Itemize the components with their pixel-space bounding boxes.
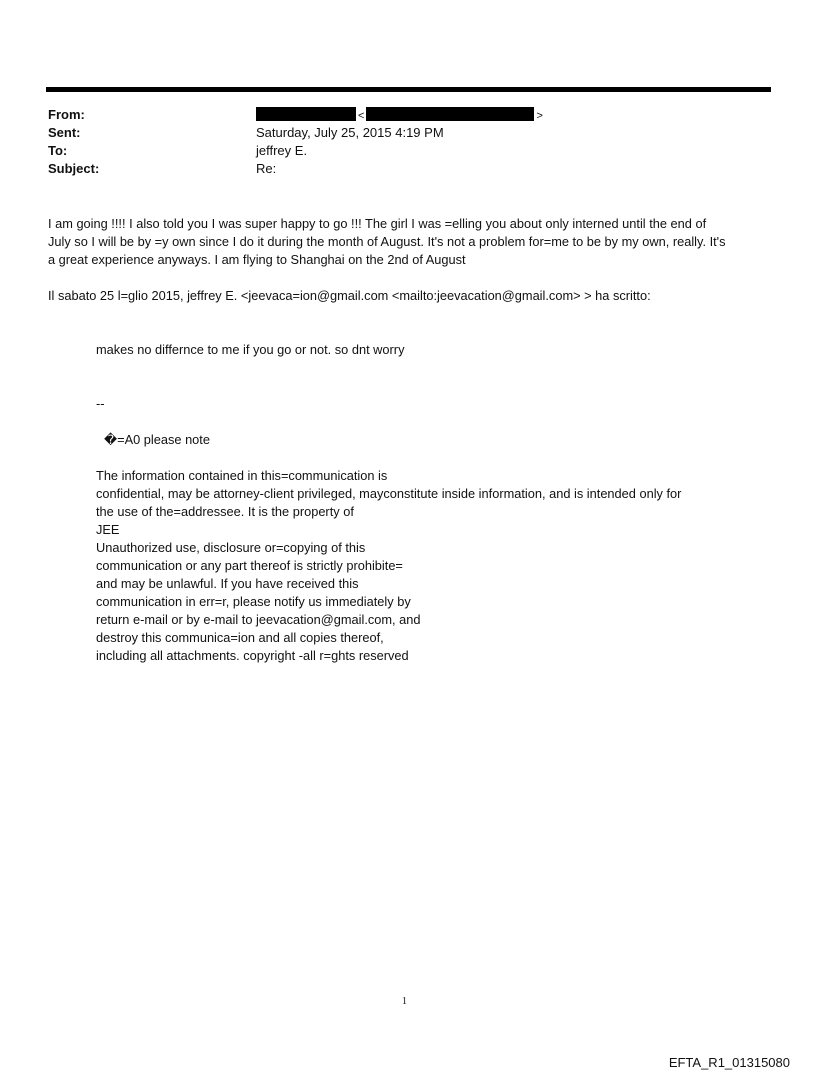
reply-intro: [48, 287, 773, 305]
please-note: [104, 431, 210, 449]
redacted-sender-email: [366, 107, 534, 121]
disclaimer-line: including all attachments. copyright -all r=ghts reserved: [96, 648, 409, 663]
sent-label: Sent:: [48, 125, 81, 140]
disclaimer-line: JEE: [96, 522, 120, 537]
disclaimer-line: and may be unlawful. If you have received this: [96, 576, 359, 591]
reply-intro-text: Il sabato 25 l=glio 2015, jeffrey E. <jeevaca=ion@gmail.com <mailto:jeevacation@gmail.com> > ha scritto:: [48, 288, 651, 303]
quoted-reply: [96, 341, 404, 359]
to-label: To:: [48, 143, 68, 158]
disclaimer-line: destroy this communica=ion and all copies thereof,: [96, 630, 384, 645]
subject-label: Subject:: [48, 161, 100, 176]
from-label: From:: [48, 107, 85, 122]
email-header: [48, 106, 773, 178]
message-line: I am going !!!! I also told you I was super happy to go !!! The girl I was =elling you about only interned until the end of: [48, 216, 707, 231]
quoted-reply-text: makes no differnce to me if you go or not. so dnt worry: [96, 342, 405, 357]
disclaimer-line: return e-mail or by e-mail to jeevacation@gmail.com, and: [96, 612, 421, 627]
signature-separator: [96, 395, 105, 413]
subject-value: Re:: [256, 161, 277, 176]
to-value: jeffrey E.: [256, 143, 308, 158]
from-value: [256, 106, 545, 125]
redacted-sender-name: [256, 107, 356, 121]
message-body: [48, 215, 773, 269]
message-line: a great experience anyways. I am flying to Shanghai on the 2nd of August: [48, 252, 466, 267]
sent-value: Saturday, July 25, 2015 4:19 PM: [256, 125, 444, 140]
message-line: July so I will be by =y own since I do it during the month of August. It's not a problem for=me to be by my own, really. It's: [48, 234, 726, 249]
disclaimer-line: Unauthorized use, disclosure or=copying of this: [96, 540, 366, 555]
please-note-text: �=A0 please note: [104, 432, 210, 447]
header-rule: [46, 87, 771, 92]
page-number: 1: [402, 996, 407, 1007]
document-id: EFTA_R1_01315080: [668, 1055, 790, 1070]
disclaimer-line: confidential, may be attorney-client privileged, mayconstitute inside information, and is intended only for: [96, 486, 682, 501]
disclaimer-line: the use of the=addressee. It is the property of: [96, 504, 354, 519]
separator-text: --: [96, 396, 105, 411]
disclaimer-line: communication or any part thereof is strictly prohibite=: [96, 558, 403, 573]
from-open-bracket: <: [358, 110, 365, 122]
from-close-bracket: >: [536, 110, 543, 122]
disclaimer-line: communication in err=r, please notify us immediately by: [96, 594, 411, 609]
disclaimer: [96, 467, 681, 665]
disclaimer-line: The information contained in this=communication is: [96, 468, 388, 483]
